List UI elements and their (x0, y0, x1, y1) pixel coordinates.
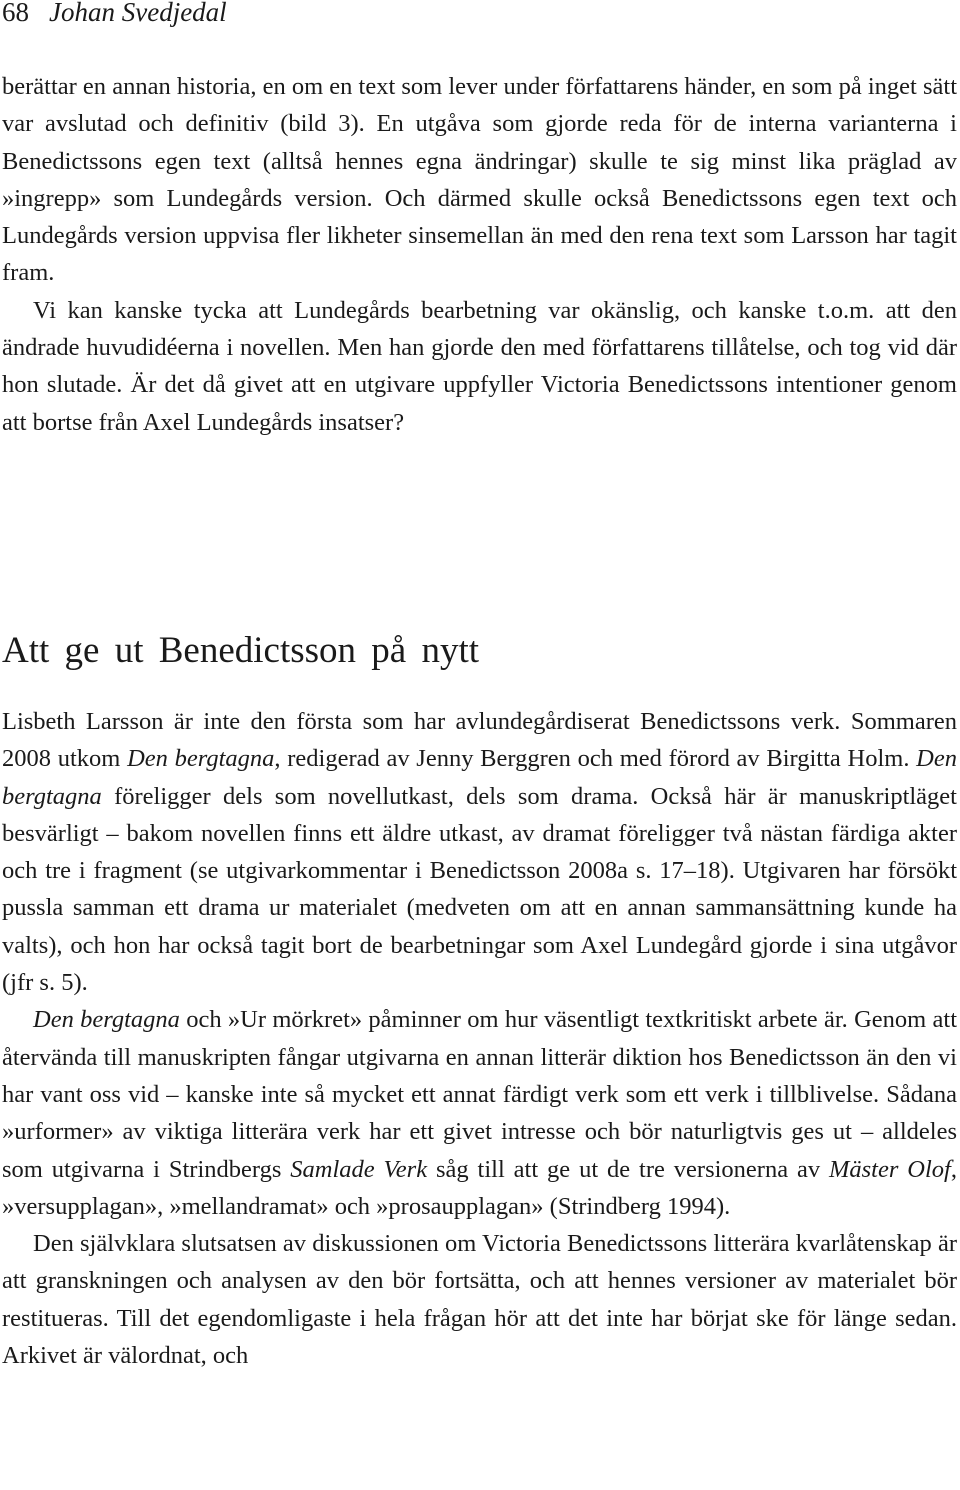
text-run: Lisbeth Larsson är inte den första som har avlundegårdiserat Benedictssons verk. Sommaren 2008 utkom (2, 708, 957, 773)
text-run: , redigerad av Jenny Berggren och med förord av Birgitta Holm. (274, 745, 917, 773)
paragraph (2, 703, 957, 1001)
running-head (2, 0, 227, 32)
paragraph: Vi kan kanske tycka att Lundegårds bearbetning var okänslig, och kanske t.o.m. att den ändrade huvudidéerna i novellen. Men han gjorde den med författarens tillåtelse, och tog vid där hon slutade. Är det då givet att en utgivare uppfyller Victoria Benedictssons intentioner genom att bortse från Axel Lundegårds insatser? (2, 296, 957, 436)
book-title: Mäster Olof (828, 1155, 951, 1183)
paragraph: Den självklara slutsatsen av diskussionen om Victoria Benedictssons litterära kvarlåtenskap är att granskningen och analysen av den bör fortsätta, och att hennes versioner av materialet bör restitueras. Till det egendomligaste i hela frågan hör att det inte har börjat ske för länge sedan. Arkivet är välordnat, och (2, 1230, 957, 1370)
section-heading: Att ge ut Benedictsson på nytt (2, 630, 480, 671)
text-run: , »versupplagan», »mellandramat» och »prosaupplagan» (Strindberg 1994). (2, 1155, 957, 1220)
book-title: Den bergtagna (33, 1006, 180, 1034)
text-run: såg till att ge ut de tre versionerna av (427, 1155, 829, 1183)
paragraph: berättar en annan historia, en om en text som lever under författarens händer, en som på inget sätt var avslutad och definitiv (bild 3). En utgåva som gjorde reda för de interna varianterna i Benedictssons egen text (alltså hennes egna ändringar) skulle te sig minst lika präglad av »ingrepp» som Lundegårds version. Och därmed skulle också Benedictssons egen text och Lundegårds version uppvisa fler likheter sinsemellan än med den rena text som Larsson har tagit fram. (2, 73, 957, 287)
text-run: och »Ur mörkret» påminner om hur väsentligt textkritiskt arbete är. Genom att återvända till manuskripten fångar utgivarna en annan litterär diktion hos Benedictsson än den vi har vant oss vid – kanske inte så mycket ett annat färdigt verk som ett verk i tillblivelse. Sådana »urformer» av viktiga litterära verk har ett givet intresse och bör naturligtvis ges ut – alldeles som utgivarna i Strindbergs (2, 1006, 958, 1183)
text-run: föreligger dels som novellutkast, dels som drama. Också här är manuskriptläget besvärligt – bakom novellen finns ett äldre utkast, av dramat föreligger två nästan färdiga akter och tre i fragment (se utgivarkommentar i Benedictsson 2008a s. 17–18). Utgivaren har försökt pussla samman ett drama ur materialet (medveten om att en annan sammansättning kunde ha valts), och hon har också tagit bort de bearbetningar som Axel Lundegård gjorde i sina utgåvor (jfr s. 5). (2, 782, 957, 997)
body-text-section-2 (2, 703, 957, 1374)
book-title: Den bergtagna (127, 745, 275, 773)
paragraph (2, 1001, 957, 1225)
body-text-section-1 (2, 68, 957, 441)
page-number: 68 (2, 0, 29, 27)
book-title: Samlade Verk (290, 1155, 428, 1183)
running-head-author: Johan Svedjedal (49, 0, 227, 27)
book-title: Den bergtagna (2, 745, 957, 810)
